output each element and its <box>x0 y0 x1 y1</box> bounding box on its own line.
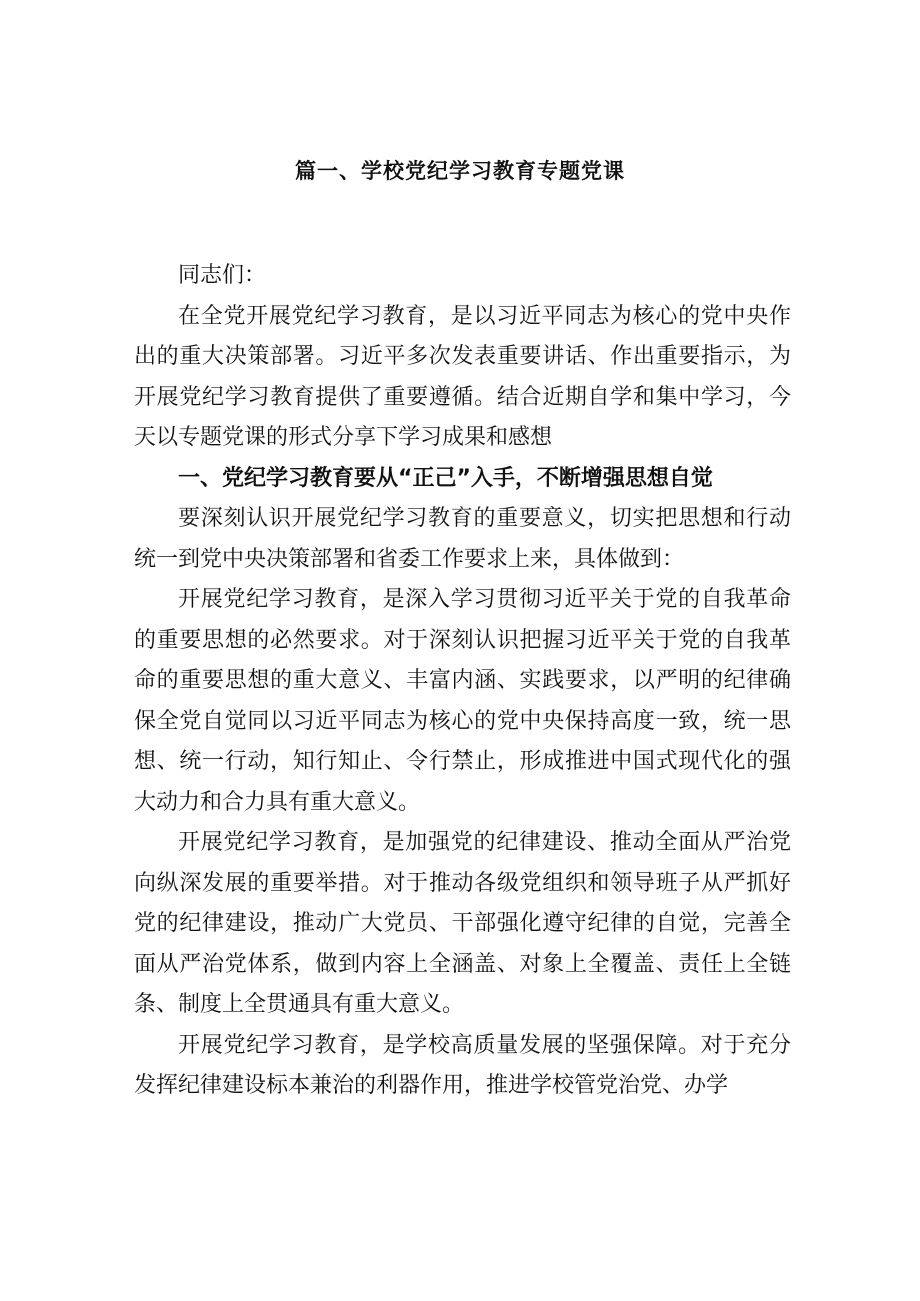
section-heading: 一、党纪学习教育要从“正己”入手，不断增强思想自觉 <box>178 465 713 491</box>
body-paragraph: 要深刻认识开展党纪学习教育的重要意义，切实把思想和行动统一到党中央决策部署和省委工作要求上来，具体做到： <box>134 506 791 572</box>
body-paragraph: 开展党纪学习教育，是深入学习贯彻习近平关于党的自我革命的重要思想的必然要求。对于深刻认识把握习近平关于党的自我革命的重要思想的重大意义、丰富内涵、实践要求，以严明的纪律确保全党自觉同以习近平同志为核心的党中央保持高度一致，统一思想、统一行动，知行知止、令行禁止，形成推进中国式现代化的强大动力和合力具有重大意义。 <box>134 587 791 815</box>
body-paragraph: 开展党纪学习教育，是学校高质量发展的坚强保障。对于充分发挥纪律建设标本兼治的利器作用，推进学校管党治党、办学 <box>134 1032 791 1098</box>
salutation: 同志们： <box>178 263 267 288</box>
document-title: 篇一、学校党纪学习教育专题党课 <box>295 159 625 183</box>
document-body <box>134 256 791 1107</box>
body-paragraph: 开展党纪学习教育，是加强党的纪律建设、推动全面从严治党向纵深发展的重要举措。对于推动各级党组织和领导班子从严抓好党的纪律建设，推动广大党员、干部强化遵守纪律的自觉，完善全面从严治党体系，做到内容上全涵盖、对象上全覆盖、责任上全链条、制度上全贯通具有重大意义。 <box>134 830 791 1017</box>
intro-paragraph: 在全党开展党纪学习教育，是以习近平同志为核心的党中央作出的重大决策部署。习近平多次发表重要讲话、作出重要指示，为开展党纪学习教育提供了重要遵循。结合近期自学和集中学习，今天以专题党课的形式分享下学习成果和感想 <box>134 303 791 450</box>
